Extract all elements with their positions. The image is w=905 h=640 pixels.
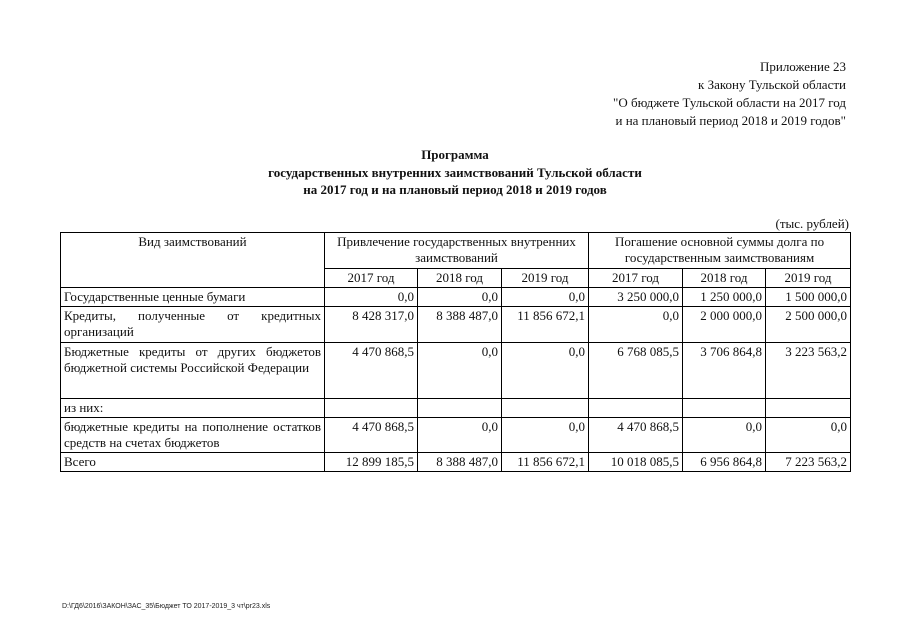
- title-line: Программа: [421, 147, 489, 162]
- row-label: из них:: [61, 399, 325, 418]
- value-cell: 8 388 487,0: [418, 453, 502, 472]
- title-line: на 2017 год и на плановый период 2018 и 2019 годов: [303, 182, 607, 197]
- table-row: [61, 288, 851, 307]
- row-label: Бюджетные кредиты от других бюджетов бюджетной системы Российской Федерации: [61, 343, 325, 399]
- value-cell: 8 428 317,0: [325, 307, 418, 343]
- year-header: 2017 год: [589, 269, 683, 288]
- appendix-reference: [560, 58, 846, 130]
- appendix-line: "О бюджете Тульской области на 2017 год: [613, 95, 846, 110]
- value-cell: 4 470 868,5: [589, 418, 683, 453]
- year-header: 2018 год: [418, 269, 502, 288]
- value-cell: 2 000 000,0: [683, 307, 766, 343]
- header-kind: Вид заимствований: [61, 233, 325, 288]
- unit-label: (тыс. рублей): [775, 216, 849, 231]
- value-cell: 7 223 563,2: [766, 453, 851, 472]
- value-cell: 11 856 672,1: [502, 453, 589, 472]
- appendix-line: и на плановый период 2018 и 2019 годов": [615, 113, 846, 128]
- row-label: бюджетные кредиты на пополнение остатков средств на счетах бюджетов: [61, 418, 325, 453]
- year-header: 2019 год: [766, 269, 851, 288]
- value-cell: 3 706 864,8: [683, 343, 766, 399]
- value-cell: 6 956 864,8: [683, 453, 766, 472]
- header-attraction: Привлечение государственных внутренних заимствований: [325, 233, 589, 269]
- value-cell: 1 250 000,0: [683, 288, 766, 307]
- year-header: 2018 год: [683, 269, 766, 288]
- value-cell: 10 018 085,5: [589, 453, 683, 472]
- table-row: [61, 307, 851, 343]
- value-cell: 0,0: [418, 418, 502, 453]
- value-cell: 3 223 563,2: [766, 343, 851, 399]
- table-row: [61, 399, 851, 418]
- appendix-line: к Закону Тульской области: [698, 77, 846, 92]
- value-cell: 12 899 185,5: [325, 453, 418, 472]
- value-cell: 3 250 000,0: [589, 288, 683, 307]
- value-cell: 1 500 000,0: [766, 288, 851, 307]
- value-cell: 0,0: [766, 418, 851, 453]
- table-header-row: [61, 233, 851, 269]
- row-label: Государственные ценные бумаги: [61, 288, 325, 307]
- value-cell: 2 500 000,0: [766, 307, 851, 343]
- title-line: государственных внутренних заимствований Тульской области: [268, 164, 642, 180]
- appendix-line: Приложение 23: [759, 59, 846, 74]
- year-header: 2017 год: [325, 269, 418, 288]
- table-row-total: [61, 453, 851, 472]
- value-cell: 11 856 672,1: [502, 307, 589, 343]
- value-cell: 6 768 085,5: [589, 343, 683, 399]
- value-cell: 4 470 868,5: [325, 418, 418, 453]
- borrowing-program-table: [60, 232, 851, 472]
- value-cell: [502, 399, 589, 418]
- value-cell: 0,0: [418, 343, 502, 399]
- value-cell: 4 470 868,5: [325, 343, 418, 399]
- table-row: [61, 343, 851, 399]
- value-cell: [683, 399, 766, 418]
- value-cell: [418, 399, 502, 418]
- header-repayment: Погашение основной суммы долга по государственным заимствованиям: [589, 233, 851, 269]
- document-title: [160, 146, 750, 199]
- value-cell: [766, 399, 851, 418]
- year-header: 2019 год: [502, 269, 589, 288]
- row-label: Кредиты, полученные от кредитных организаций: [61, 307, 325, 343]
- value-cell: 0,0: [502, 418, 589, 453]
- value-cell: 0,0: [325, 288, 418, 307]
- value-cell: [325, 399, 418, 418]
- value-cell: 0,0: [683, 418, 766, 453]
- value-cell: 0,0: [589, 307, 683, 343]
- row-label: Всего: [61, 453, 325, 472]
- value-cell: 0,0: [502, 343, 589, 399]
- value-cell: 0,0: [418, 288, 502, 307]
- value-cell: 0,0: [502, 288, 589, 307]
- table-row: [61, 418, 851, 453]
- value-cell: 8 388 487,0: [418, 307, 502, 343]
- value-cell: [589, 399, 683, 418]
- file-path-footer: D:\ГД6\2016\ЗАКОН\ЗАС_35\Бюджет ТО 2017-2019_3 чт\pr23.xls: [62, 603, 271, 610]
